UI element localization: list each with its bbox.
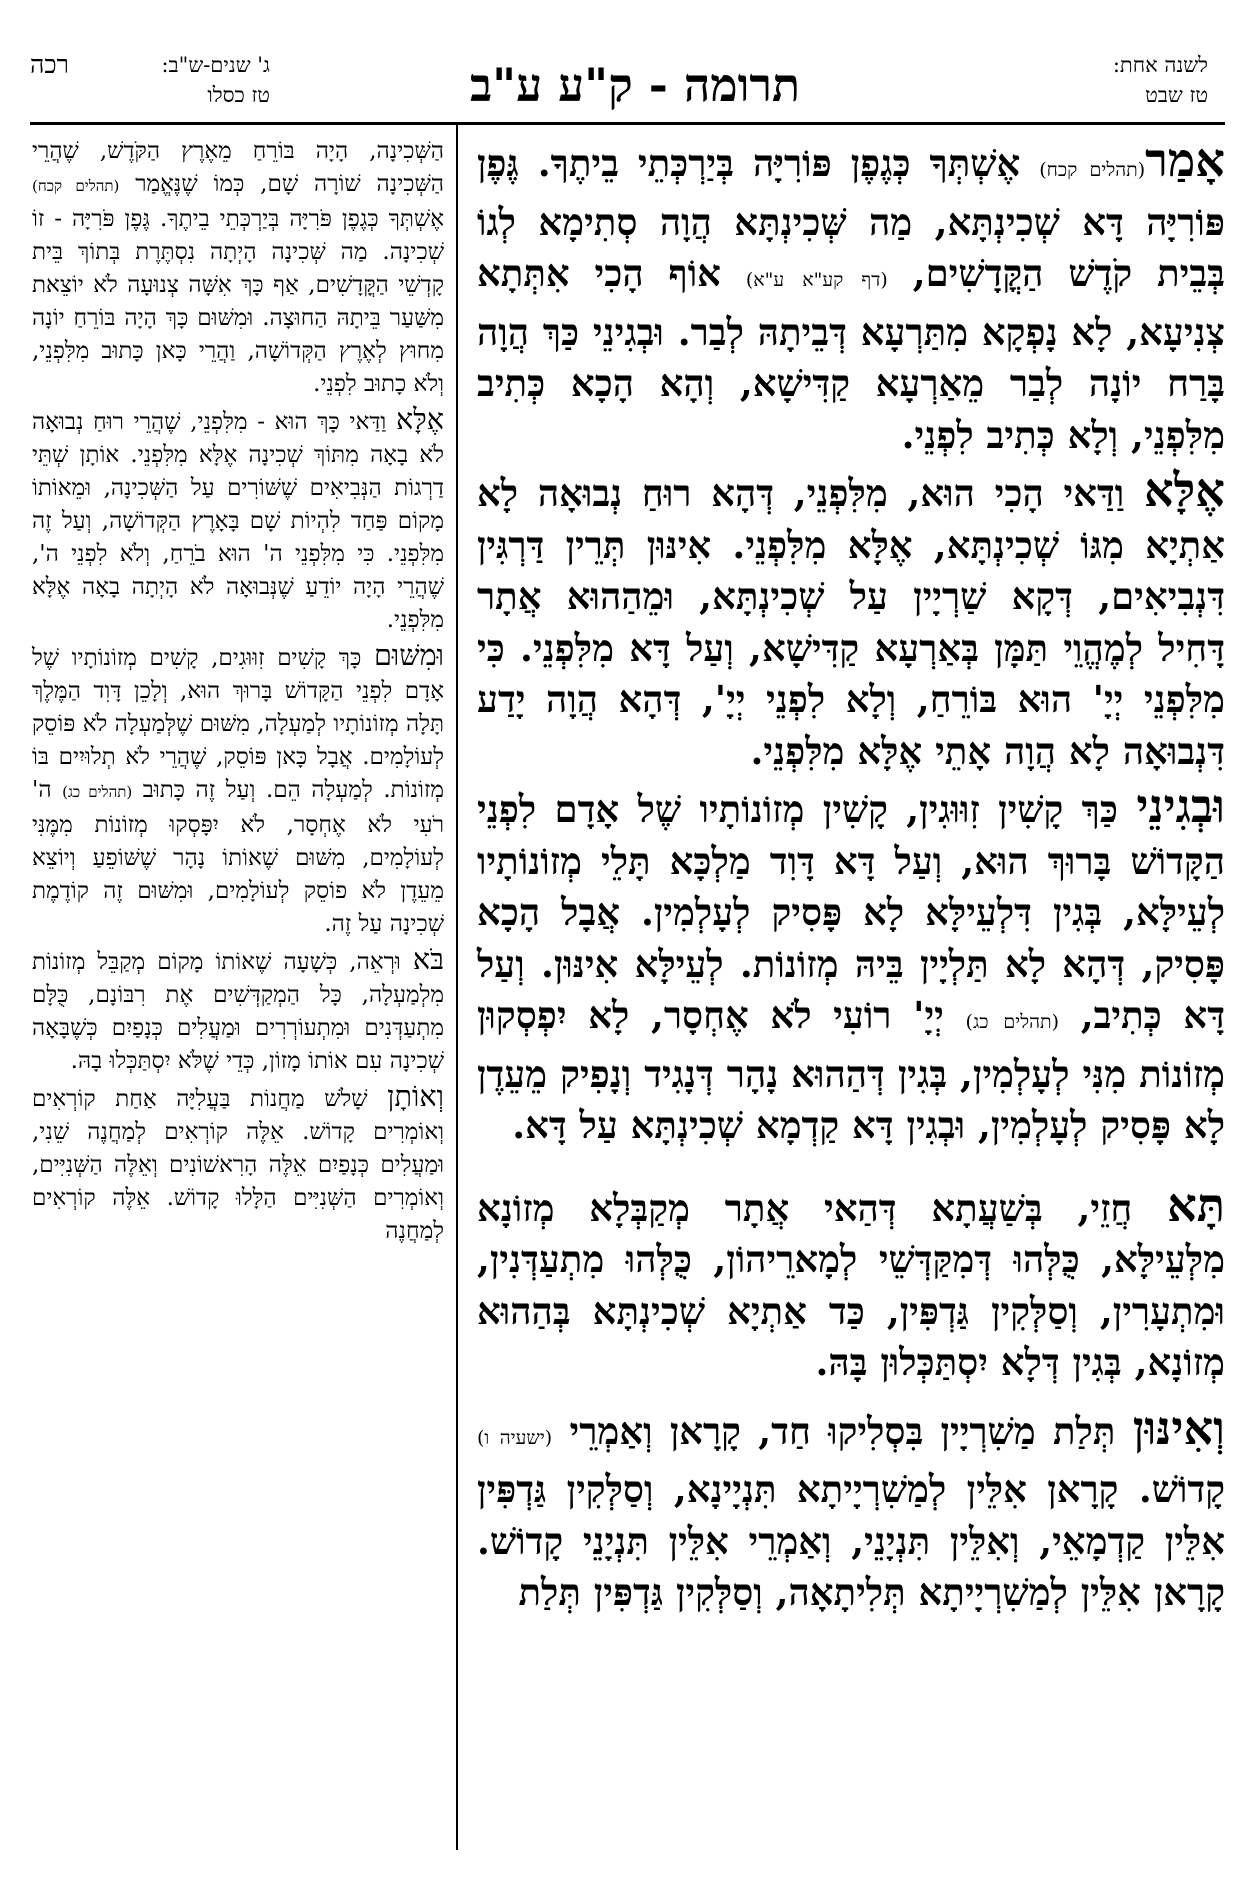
header-year-cycle-date: טז שבט: [1145, 83, 1208, 107]
translation-paragraph: [32, 135, 444, 401]
text-run: כָּךְ קָשִׁים זִוּוּגִים, קָשִׁים מְזוֹנוֹתָיו שֶׁל אָדָם לִפְנֵי הַקָּדוֹשׁ בָּרוּךְ הוּא, וְלָכֵן דָּוִד הַמֶּלֶךְ תָּלָה מְזוֹנוֹתָיו לְמַעְלָה, מִשּׁוּם שֶׁלְּמַעְלָה לֹא פּוֹסֵק לְעוֹלָמִים. אֲבָל כָּאן פּוֹסֵק, שֶׁהֲרֵי לֹא תְלוּיִים בּוֹ מְזוֹנוֹת. לְמַעְלָה הֵם. וְעַל זֶה כָּתוּב: [32, 645, 444, 803]
header-three-year-cycle-label: ג' שנים-ש"ב:: [161, 53, 270, 77]
text-run: כַּךְ קָשִׁין זִוּוּגִין, קָשִׁין מְזוֹנוֹתָיו שֶׁל אָדָם לִפְנֵי הַקָּדוֹשׁ בָּרוּךְ הוּא, וְעַל דָּא דָּוִד מַלְכָּא תָּלֵי מְזוֹנוֹתָיו לְעֵילָּא, בְּגִין דִּלְעֵילָּא לָא פָּסִיק לְעָלְמִין. אֲבָל הָכָא פָּסִיק, דְּהָא לָא תַּלְיָין בֵּיהּ מְזוֹנוֹת. לְעֵילָּא אִינּוּן. וְעַל דָּא כְּתִיב,: [477, 787, 1225, 1037]
main-text-paragraph: [477, 1177, 1225, 1389]
source-reference: (ישעיה ו): [477, 1426, 553, 1449]
translation-paragraph: [32, 1080, 444, 1248]
text-run: וַדַּאי כָּךְ הוּא - מִלִּפְנֵי, שֶׁהֲרֵי רוּחַ נְבוּאָה לֹא בָאָה מִתּוֹךְ שְׁכִינָה אֶלָּא מִלִּפְנֵי. אוֹתָן שְׁתֵּי דַרְגוֹת הַנְּבִיאִים שֶׁשּׁוֹרִים עַל הַשְּׁכִינָה, וּמֵאוֹתוֹ מָקוֹם פַּחַד לִהְיוֹת שָׁם בָּאָרֶץ הַקְּדוֹשָׁה, וְעַל זֶה מִלִּפְנֵי. כִּי מִלִּפְנֵי ה' הוּא בֹרֵחַ, וְלֹא לִפְנֵי ה', שֶׁהֲרֵי הָיָה יוֹדֵעַ שֶׁנְּבוּאָה לֹא הָיְתָה בָאָה אֶלָּא מִלִּפְנֵי.: [32, 409, 444, 633]
paragraph-opening-word: וּבְגִינֵי: [1136, 779, 1225, 833]
column-divider: [456, 125, 458, 1850]
text-run: חֲזֵי, בְּשַׁעֲתָא דְּהַאי אֲתָר מְקַבְּלָא מְזוֹנָא מִלְּעֵילָּא, כֻּלְּהוּ דְּמִקַּדְּשֵׁי לְמָארֵיהוֹן, כֻּלְּהוּ מִתְעַדְּנִין, וּמִתְעָרִין, וְסַלְּקִין גַּדְפִּין, כַּד אַתְיָא שְׁכִינְתָּא בְּהַהוּא מְזוֹנָא, בְּגִין דְּלָא יִסְתַּכְּלוּן בָּהּ.: [477, 1185, 1225, 1384]
source-reference: (תהלים קכח): [1039, 159, 1146, 181]
source-reference: (תהלים כג): [965, 1011, 1060, 1033]
text-run: וּרְאֵה, כְּשָׁעָה שֶׁאוֹתוֹ מָקוֹם מְקַבֵּל מְזוֹנוֹת מִלְמַעְלָה, כָּל הַמְקַדְּשִׁים אֶת רִבּוֹנָם, כֻּלָּם מִתְעַדְּנִים וּמִתְעוֹרְרִים וּמַעֲלִים כְּנָפַיִם כְּשֶׁבָּאָה שְׁכִינָה עִם אוֹתוֹ מָזוֹן, כְּדֵי שֶׁלֹּא יִסְתַּכְּלוּ בָהּ.: [32, 949, 444, 1074]
text-run: יְיָ' רוֹעִי לֹא אֶחְסָר, לָא יִפְסְקוּן מְזוֹנוֹת מִנִּי לְעָלְמִין, בְּגִין דְּהַהוּא נָהָר דְּנָגִיד וְנָפִיק מֵעֵדֶן לָא פָּסִיק לְעָלְמִין, וּבְגִין דָּא קַדְמָא שְׁכִינְתָּא עַל דָּא.: [477, 993, 1225, 1147]
text-run: אֶשְׁתְּךָ כְּגֶפֶן פּוֹרִיָּה בְּיַרְכְּתֵי בֵיתֶךָ. גֶּפֶן פּוֹרִיָּה דָּא שְׁכִינְתָּא, מַה שְּׁכִינְתָּא הֲוָה סְתִימָא לְגוֹ בְּבֵית קֹדֶשׁ הַקֳּדָשִׁים,: [477, 141, 1225, 295]
text-run: אֶשְׁתְּךָ כְּגֶפֶן פֹּרִיָּה בְּיַרְכְּתֵי בֵיתֶךָ. גֶּפֶן פֹּרִיָּה - זוֹ שְׁכִינָה. מַה שְּׁכִינָה הָיְתָה נִסְתֶּרֶת בְּתוֹךְ בֵּית קָדְשֵׁי הַקֳּדָשִׁים, אַף כָּךְ אִשָּׁה צְנוּעָה לֹא יוֹצֵאת מִשַּׁעַר בֵּיתָהּ הַחוּצָה. וּמִשּׁוּם כָּךְ הָיָה בּוֹרֵחַ יוֹנָה מִחוּץ לְאֶרֶץ הַקְּדוֹשָׁה, וַהֲרֵי כָּאן כָּתוּב מִלִּפְנֵי, וְלֹא כָתוּב לִפְנֵי.: [32, 206, 444, 397]
page-title: תרומה - ק"ע ע"ב: [469, 58, 801, 112]
paragraph-opening-word: וּמִשּׁוּם: [373, 638, 444, 672]
text-run: שָׁלֹשׁ מַחֲנוֹת בַּעֲלִיָּה אַחַת קוֹרְאִים וְאוֹמְרִים קָדוֹשׁ. אֵלֶּה קוֹרְאִים לְמַחֲנֶה שֵׁנִי, וּמַעֲלִים כְּנָפַיִם אֵלֶּה הָרִאשׁוֹנִים וְאֵלֶּה הַשְּׁנִיִּים, וְאוֹמְרִים הַשְּׁנִיִּים הַלָּלוּ קָדוֹשׁ. אֵלֶּה קוֹרְאִים לְמַחֲנֶה: [32, 1086, 444, 1244]
paragraph-opening-word: וְאוֹתָן: [387, 1079, 444, 1113]
header-rule: [30, 122, 1225, 125]
text-run: קָדוֹשׁ. קָרָאן אִלֵּין לְמַשִׁרְיָיתָא תִּנְיָינָא, וְסַלְּקִין גַּדְפִּין אִלֵּין קַדְמָאֵי, וְאִלֵּין תִּנְיָנֵי, וְאַמְרֵי אִלֵּין תִּנְיָנֵי קָדוֹשׁ. קָרָאן אִלֵּין לְמַשִׁרְיָיתָא תְּלִיתָאָה, וְסַלְּקִין גַּדְפִּין תְּלַת: [477, 1467, 1225, 1614]
source-reference: (דף קע"א ע"א): [745, 269, 888, 291]
translation-paragraph: [32, 403, 444, 637]
header-left: [30, 50, 270, 125]
header-year-cycle-label: לשנה אחת:: [1112, 53, 1208, 77]
translation-paragraph: [32, 943, 444, 1078]
translation-column: [32, 135, 444, 1248]
page-number: רכה: [30, 50, 69, 79]
paragraph-opening-word: תָּא: [1167, 1177, 1225, 1232]
text-run: אוֹף הָכִי אִתְּתָא צְנִיעָא, לָא נָפְקָא מִתַּרְעָא דְּבֵיתָהּ לְבַר. וּבְגִינֵי כַּךְ הֲוָה בָּרַח יוֹנָה לְבַר מֵאַרְעָא קַדִּישָׁא, וְהָא הָכָא כְּתִיב מִלִּפְנֵי, וְלָא כְּתִיב לִפְנֵי.: [477, 251, 1225, 457]
source-reference: (תהלים קכח): [32, 177, 120, 195]
main-text-paragraph: [477, 1400, 1226, 1619]
header-three-year-cycle-date: טז כסלו: [207, 83, 270, 107]
translation-paragraph: [32, 639, 444, 941]
main-text-paragraph: [477, 781, 1225, 1152]
text-run: הַשְּׁכִינָה, הָיָה בּוֹרֵחַ מֵאֶרֶץ הַקֹּדֶשׁ, שֶׁהֲרֵי הַשְּׁכִינָה שׁוֹרָה שָׁם, כְּמוֹ שֶׁנֶּאֱמַר: [32, 138, 445, 197]
paragraph-opening-word: אֶלָּא: [396, 402, 444, 436]
paragraph-opening-word: בֹּא: [412, 942, 444, 976]
paragraph-opening-word: אָמַר: [1145, 133, 1225, 187]
text-run: וַדַּאי הָכִי הוּא, מִלִּפְנֵי, דְּהָא רוּחַ נְבוּאָה לָא אַתְיָא מִגּוֹ שְׁכִינְתָּא, אֶלָּא מִלִּפְנֵי. אִינּוּן תְּרֵין דַּרְגִּין דִּנְבִיאִים, דְּקָא שַׁרְיָין עַל שְׁכִינְתָּא, וּמֵהַהוּא אֲתָר דָּחִיל לְמֶהֱוֵי תַּמָּן בְּאַרְעָא קַדִּישָׁא, וְעַל דָּא מִלִּפְנֵי. כִּי מִלִּפְנֵי יְיָ' הוּא בּוֹרֵחַ, וְלָא לִפְנֵי יְיָ', דְּהָא הֲוָה יָדַע דִּנְבוּאָה לָא הֲוָה אָתֵי אֶלָּא מִלִּפְנֵי.: [477, 471, 1225, 773]
header-right: [1048, 50, 1208, 125]
main-text-paragraph: [477, 135, 1225, 461]
paragraph-opening-word: אֶלָּא: [1143, 463, 1225, 517]
source-reference: (תהלים כג): [62, 783, 133, 801]
text-run: תְּלַת מַשִׁרְיָין בִּסְלִיקוּ חַד, קָרָאן וְאַמְרֵי: [552, 1408, 1133, 1453]
text-run: ה' רֹעִי לֹא אֶחְסָר, לֹא יִפָּסְקוּ מְזוֹנוֹת מִמֶּנִּי לְעוֹלָמִים, מִשּׁוּם שֶׁאוֹתוֹ נָהָר שֶׁשּׁוֹפֵעַ וְיוֹצֵא מֵעֵדֶן לֹא פוֹסֵק לְעוֹלָמִים, וּמִשּׁוּם זֶה קוֹדֶמֶת שְׁכִינָה עַל זֶה.: [32, 777, 444, 937]
main-text-column: [477, 135, 1225, 1619]
main-text-paragraph: [477, 465, 1225, 777]
paragraph-opening-word: וְאִינּוּן: [1132, 1400, 1226, 1455]
